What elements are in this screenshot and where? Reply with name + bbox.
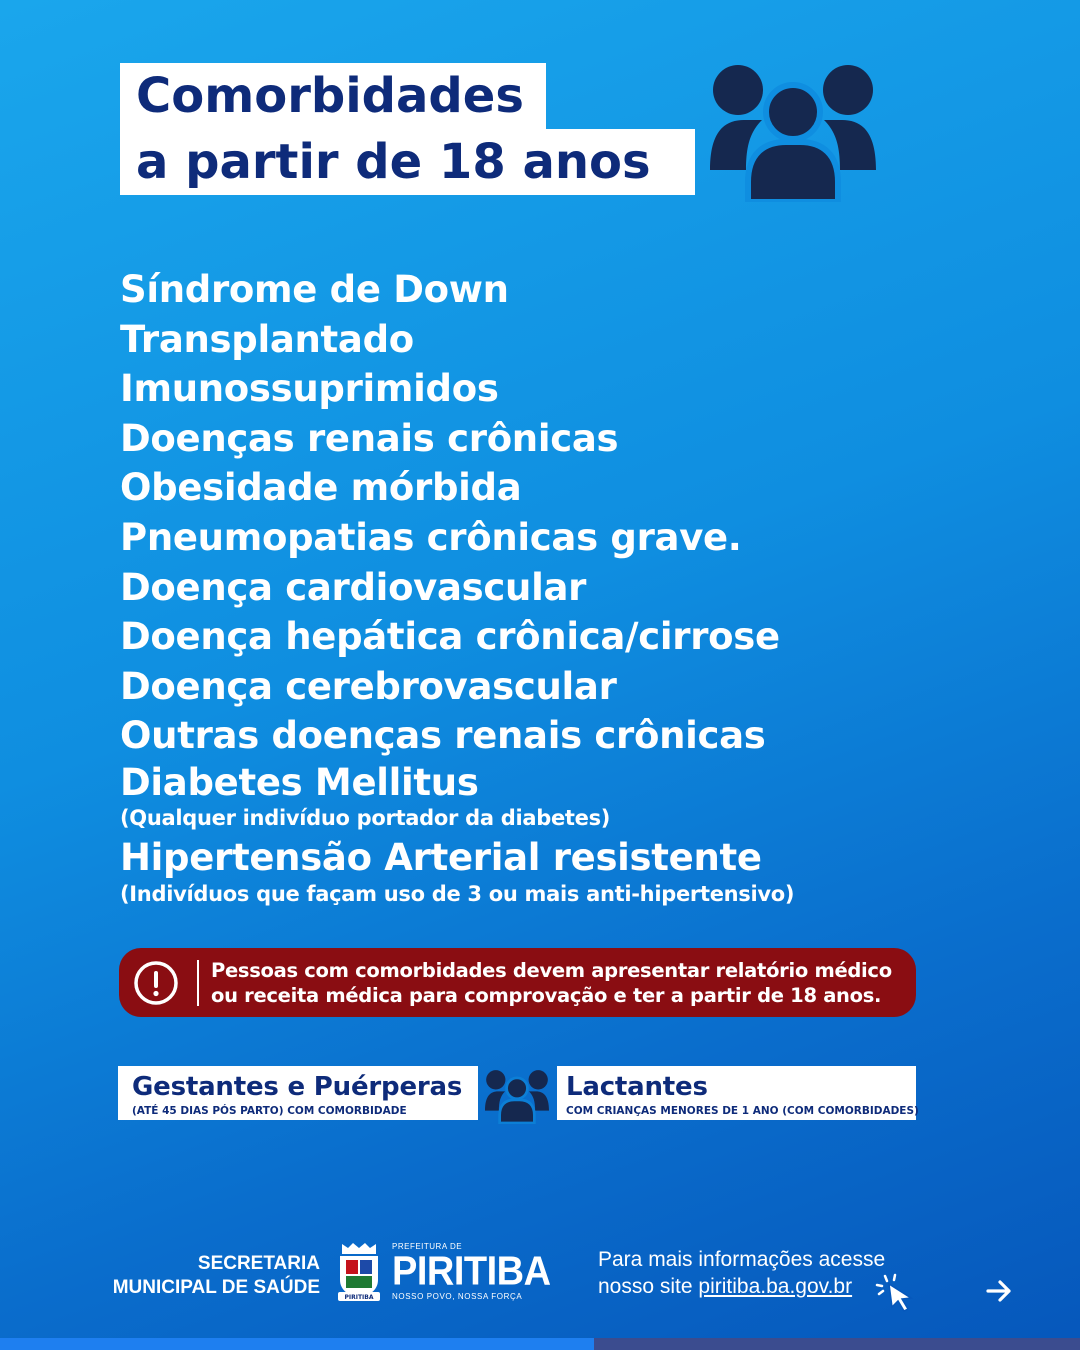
title-line-2: a partir de 18 anos xyxy=(120,129,695,195)
more-info-text: Para mais informações acesse nosso site piritiba.ba.gov.br xyxy=(598,1248,886,1298)
title-line-1: Comorbidades xyxy=(120,63,546,129)
prefeitura-logo xyxy=(392,1242,551,1301)
condition-item: Hipertensão Arterial resistente (Indivíduos que façam uso de 3 ou mais anti-hipertensivo) xyxy=(120,835,1020,907)
click-cursor-icon xyxy=(875,1272,919,1312)
lactantes-box xyxy=(557,1066,919,1120)
city-slogan: NOSSO POVO, NOSSA FORÇA xyxy=(392,1292,523,1301)
gestantes-title: Gestantes e Puérperas xyxy=(132,1072,463,1102)
arrow-right-icon[interactable] xyxy=(985,1277,1013,1305)
condition-item: Doença hepática crônica/cirrose xyxy=(120,615,780,659)
condition-note: (Qualquer indivíduo portador da diabetes) xyxy=(120,805,611,830)
people-group-icon xyxy=(710,62,876,202)
alert-message: Pessoas com comorbidades devem apresentar relatório médico ou receita médica para comprovação e ter a partir de 18 anos. xyxy=(211,958,892,1007)
alert-divider xyxy=(197,960,199,1006)
alert-banner xyxy=(119,948,916,1017)
progress-bar xyxy=(0,1338,1080,1350)
secretaria-logo-text: SECRETARIA MUNICIPAL DE SAÚDE xyxy=(112,1253,320,1298)
condition-item: Diabetes Mellitus (Qualquer indivíduo portador da diabetes) xyxy=(120,761,1020,831)
condition-item: Obesidade mórbida xyxy=(120,466,522,510)
city-crest-icon xyxy=(334,1240,384,1304)
conditions-list xyxy=(120,265,1020,911)
condition-item: Transplantado xyxy=(120,317,414,361)
condition-item: Síndrome de Down xyxy=(120,268,509,311)
page-title xyxy=(120,63,695,195)
prefeitura-label: PREFEITURA DE xyxy=(392,1242,463,1251)
exclamation-circle-icon xyxy=(133,960,179,1006)
condition-note: (Indivíduos que façam uso de 3 ou mais anti-hipertensivo) xyxy=(120,881,795,906)
condition-item: Doenças renais crônicas xyxy=(120,416,619,460)
city-name: PIRITIBA xyxy=(392,1248,551,1295)
lactantes-title: Lactantes xyxy=(566,1072,708,1102)
condition-item: Doença cardiovascular xyxy=(120,565,587,609)
crest-label: PIRITIBA xyxy=(344,1294,374,1301)
site-link[interactable]: piritiba.ba.gov.br xyxy=(698,1275,853,1298)
people-group-icon xyxy=(485,1068,549,1124)
lactantes-subtitle: COM CRIANÇAS MENORES DE 1 ANO (COM COMORBIDADES) xyxy=(566,1105,919,1117)
progress-fill xyxy=(0,1338,594,1350)
condition-item: Doença cerebrovascular xyxy=(120,664,617,708)
condition-item: Pneumopatias crônicas grave. xyxy=(120,515,742,559)
gestantes-box xyxy=(118,1066,478,1120)
condition-item: Imunossuprimidos xyxy=(120,367,499,411)
condition-item: Outras doenças renais crônicas xyxy=(120,714,766,758)
gestantes-subtitle: (ATÉ 45 DIAS PÓS PARTO) COM COMORBIDADE xyxy=(132,1105,407,1117)
